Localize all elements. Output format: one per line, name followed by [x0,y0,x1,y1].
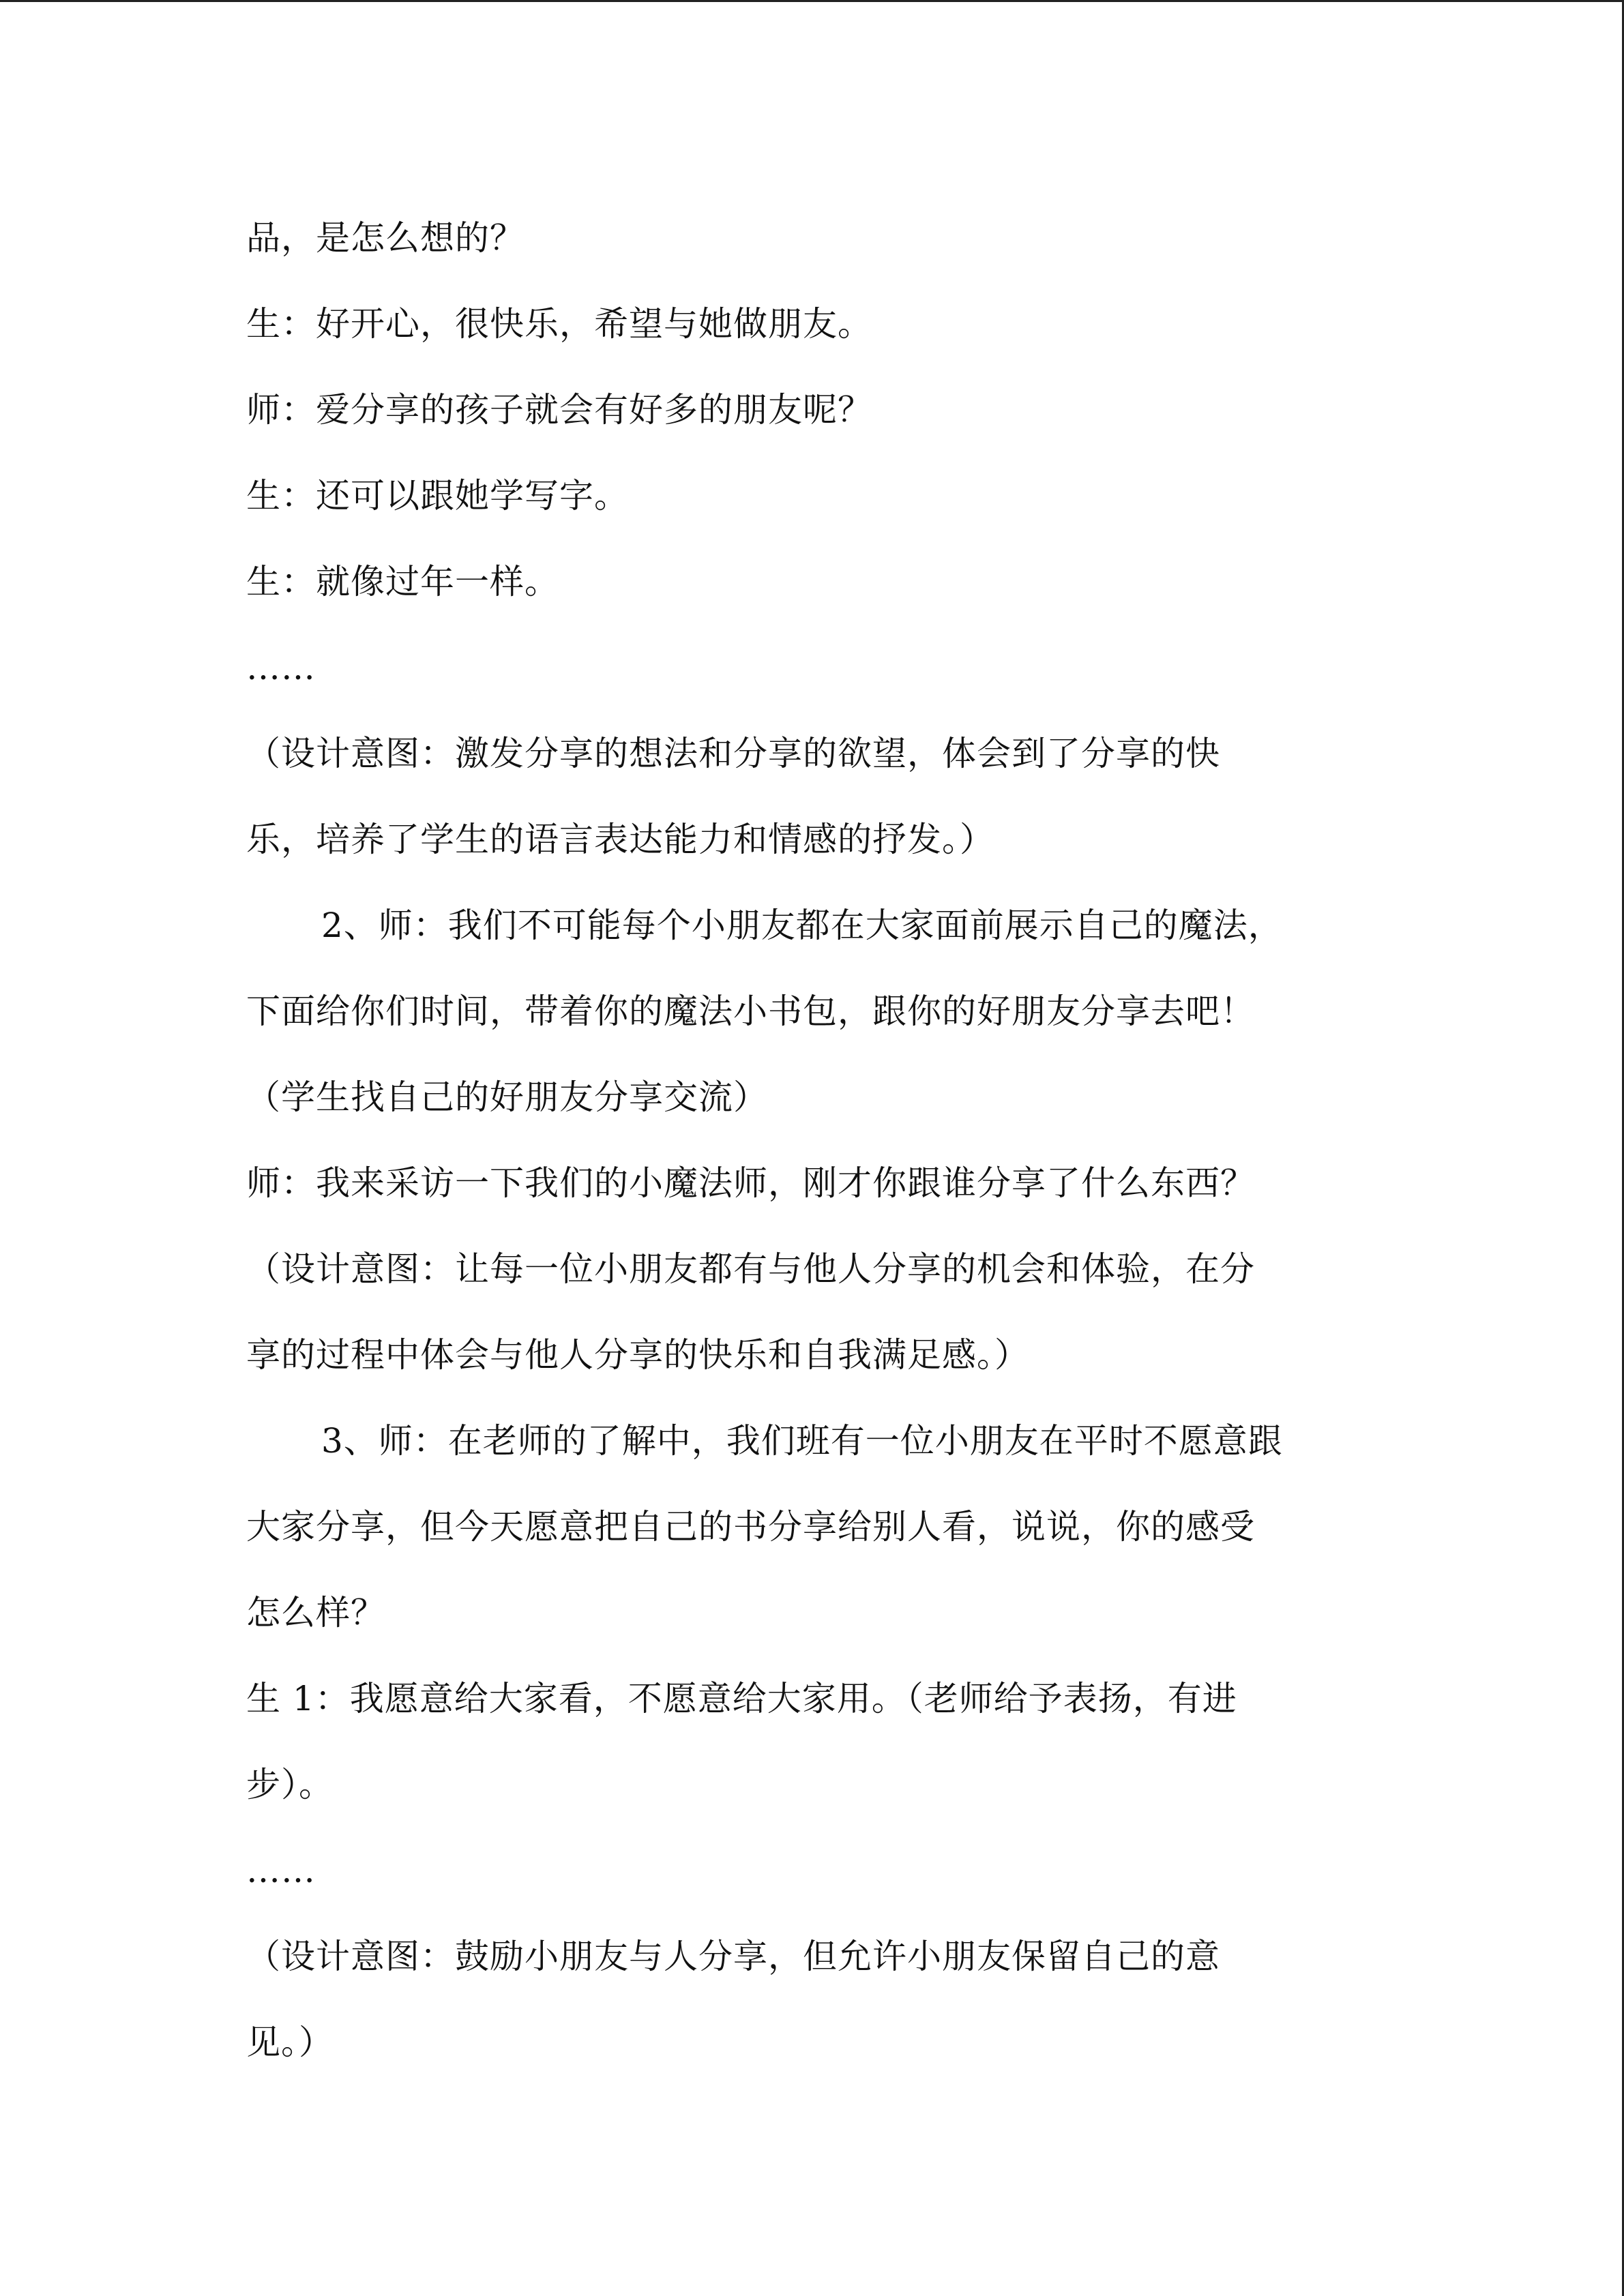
text-line-4: 生：还可以跟她学写字。 [246,476,629,516]
student-1-response-line-1: 生 1：我愿意给大家看，不愿意给大家用。（老师给予表扬，有进 [246,1679,1237,1718]
document-body [246,217,1378,2107]
design-intent-1-line-2: 乐，培养了学生的语言表达能力和情感的抒发。） [246,820,994,859]
student-1-response-line-2: 步）。 [246,1765,334,1804]
student-activity-note: （学生找自己的好朋友分享交流） [246,1077,768,1117]
text-line-1: 品，是怎么想的？ [246,218,525,258]
teacher-interview-line: 师：我来采访一下我们的小魔法师，刚才你跟谁分享了什么东西？ [246,1163,1255,1203]
text-line-3: 师：爱分享的孩子就会有好多的朋友呢？ [246,390,872,430]
design-intent-2-line-2: 享的过程中体会与他人分享的快乐和自我满足感。） [246,1335,1029,1375]
design-intent-3-line-2: 见。） [246,2023,334,2062]
section-2-line-1: 2、师：我们不可能每个小朋友都在大家面前展示自己的魔法， [321,906,1283,945]
ellipsis-line-1: …… [246,648,316,687]
section-3-line-3: 怎么样？ [246,1593,385,1632]
section-3-line-2: 大家分享，但今天愿意把自己的书分享给别人看，说说，你的感受 [246,1507,1255,1547]
design-intent-1-line-1: （设计意图：激发分享的想法和分享的欲望，体会到了分享的快 [246,734,1220,773]
text-line-2: 生：好开心，很快乐，希望与她做朋友。 [246,304,872,344]
design-intent-3-line-1: （设计意图：鼓励小朋友与人分享，但允许小朋友保留自己的意 [246,1937,1220,1976]
design-intent-2-line-1: （设计意图：让每一位小朋友都有与他人分享的机会和体验，在分 [246,1249,1255,1289]
page-top-border [0,0,1624,2]
section-3-line-1: 3、师：在老师的了解中，我们班有一位小朋友在平时不愿意跟 [321,1421,1283,1461]
text-line-5: 生：就像过年一样。 [246,562,559,601]
ellipsis-line-2: …… [246,1851,316,1890]
section-2-line-2: 下面给你们时间，带着你的魔法小书包，跟你的好朋友分享去吧！ [246,992,1255,1031]
